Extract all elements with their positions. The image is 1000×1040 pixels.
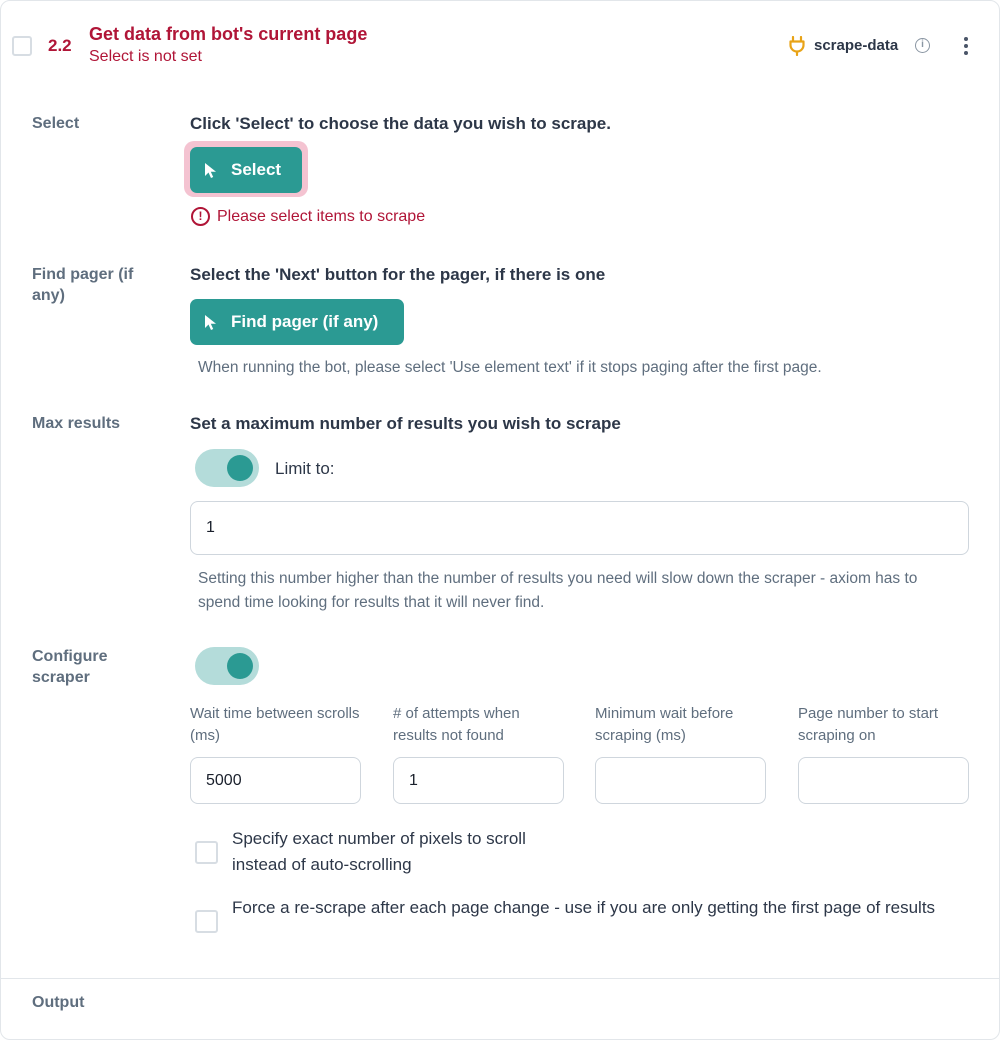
cursor-icon — [204, 314, 218, 331]
step-number: 2.2 — [48, 36, 72, 55]
pager-section-label: Find pager (if any) — [32, 266, 134, 304]
output-section-label[interactable]: Output — [32, 994, 85, 1011]
force-rescrape-label[interactable]: Force a re-scrape after each page change - use if you are only getting the first page of results — [232, 898, 936, 917]
start-page-input[interactable] — [798, 757, 969, 804]
min-wait-label: Minimum wait before scraping (ms) — [595, 705, 734, 744]
limit-toggle[interactable] — [195, 449, 259, 487]
plugin-name: scrape-data — [814, 37, 899, 54]
attempts-input[interactable] — [393, 757, 564, 804]
configure-toggle[interactable] — [195, 647, 259, 685]
start-page-label: Page number to start scraping on — [798, 705, 939, 744]
min-wait-input[interactable] — [595, 757, 766, 804]
step-title[interactable]: Get data from bot's current page — [89, 24, 368, 44]
attempts-label: # of attempts when results not found — [393, 705, 520, 744]
step-subtitle: Select is not set — [89, 48, 202, 65]
kebab-menu-icon[interactable] — [959, 35, 973, 57]
step-checkbox[interactable] — [12, 36, 32, 56]
select-error — [191, 207, 425, 226]
configure-section-label: Configure scraper — [32, 648, 108, 686]
wait-time-value: 5000 — [206, 771, 242, 789]
limit-label: Limit to: — [275, 459, 335, 478]
find-pager-button-label: Find pager (if any) — [231, 312, 379, 331]
cursor-icon — [204, 162, 218, 179]
select-heading: Click 'Select' to choose the data you wish to scrape. — [190, 114, 611, 133]
max-results-hint: Setting this number higher than the number of results you need will slow down the scraper - axiom has to spend time looking for results that it will never find. — [198, 570, 918, 611]
max-results-value: 1 — [206, 519, 215, 536]
max-results-heading: Set a maximum number of results you wish to scrape — [190, 414, 621, 433]
pager-hint: When running the bot, please select 'Use element text' if it stops paging after the first page. — [198, 359, 822, 376]
exact-pixels-checkbox[interactable] — [195, 841, 218, 864]
wait-time-label: Wait time between scrolls (ms) — [190, 705, 360, 744]
attempts-value: 1 — [409, 771, 418, 789]
find-pager-button[interactable] — [190, 299, 404, 345]
exact-pixels-label[interactable]: Specify exact number of pixels to scroll instead of auto-scrolling — [232, 829, 526, 874]
section-divider — [1, 978, 999, 979]
select-button-label: Select — [231, 160, 282, 179]
force-rescrape-checkbox[interactable] — [195, 910, 218, 933]
max-results-section-label: Max results — [32, 415, 121, 432]
select-error-text: Please select items to scrape — [217, 207, 426, 225]
error-icon: ! — [191, 207, 210, 226]
select-section-label: Select — [32, 115, 80, 132]
wait-time-input[interactable] — [190, 757, 361, 804]
plug-icon — [788, 36, 806, 56]
pager-heading: Select the 'Next' button for the pager, if there is one — [190, 265, 606, 284]
max-results-input[interactable] — [190, 501, 969, 555]
select-button[interactable] — [190, 147, 302, 193]
info-icon[interactable]: i — [915, 38, 930, 53]
